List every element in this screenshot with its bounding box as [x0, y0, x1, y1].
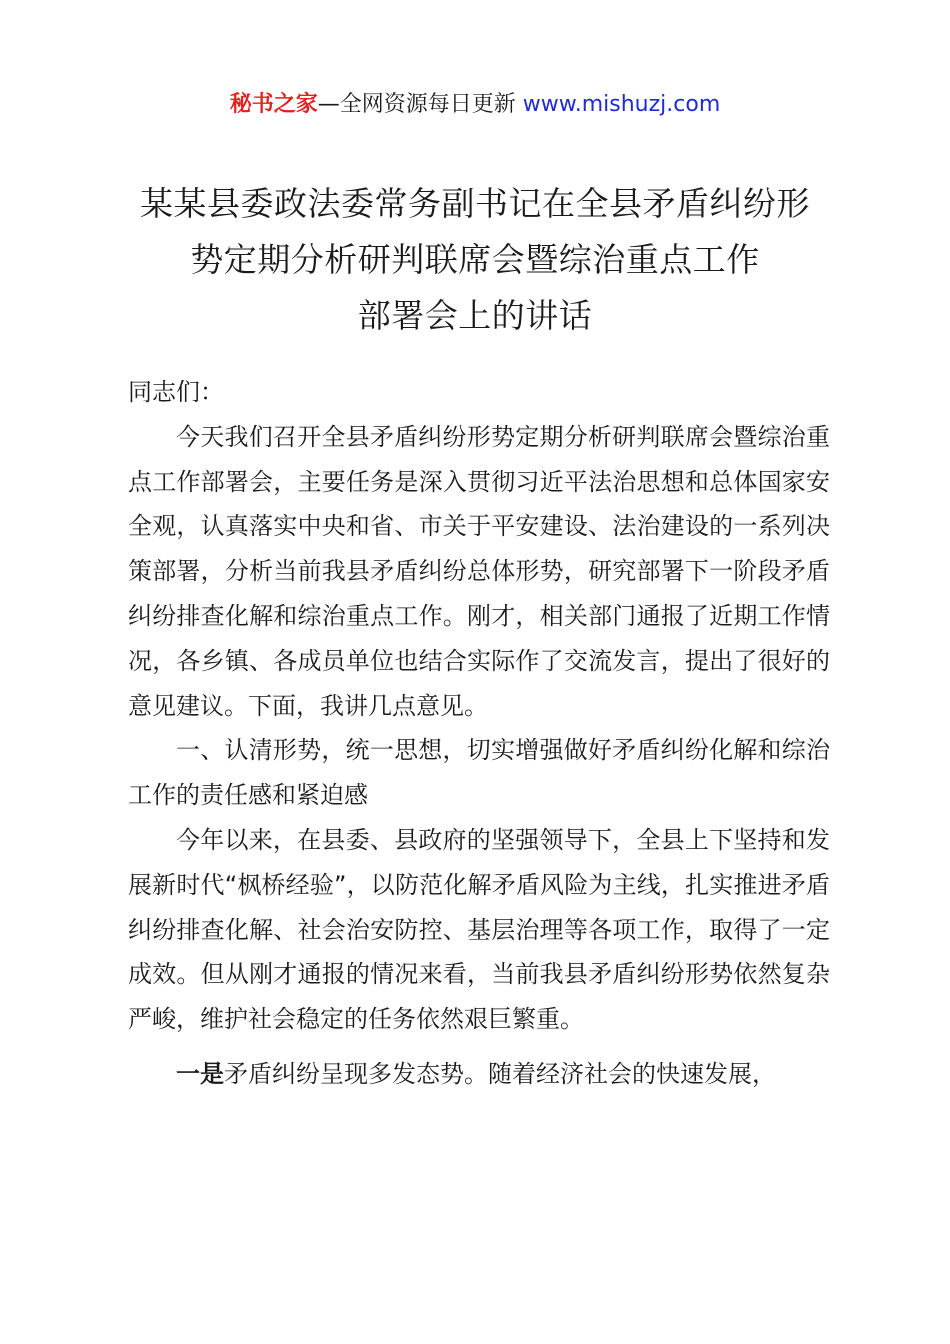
document-title	[100, 176, 850, 344]
site-tagline: —全网资源每日更新	[317, 92, 523, 117]
title-line-1: 某某县委政法委常务副书记在全县矛盾纠纷形	[140, 184, 810, 223]
paragraph-situation: 今年以来，在县委、县政府的坚强领导下，全县上下坚持和发展新时代“枫桥经验”，以防范化解矛盾风险为主线，扎实推进矛盾纠纷排查化解、社会治安防控、基层治理等各项工作，取得了一定成效。但从刚才通报的情况来看，当前我县矛盾纠纷形势依然复杂严峻，维护社会稳定的任务依然艰巨繁重。	[128, 825, 830, 1034]
section-heading-1: 一、认清形势，统一思想，切实增强做好矛盾纠纷化解和综治工作的责任感和紧迫感	[128, 736, 830, 810]
salutation: 同志们：	[128, 378, 224, 406]
paragraph-point-one	[128, 1052, 830, 1097]
point-one-lead: 一是	[176, 1059, 224, 1088]
site-header	[0, 88, 950, 122]
site-url-link[interactable]: www.mishuzj.com	[522, 92, 721, 117]
document-body	[128, 370, 830, 1097]
paragraph-intro: 今天我们召开全县矛盾纠纷形势定期分析研判联席会暨综治重点工作部署会，主要任务是深入贯彻习近平法治思想和总体国家安全观，认真落实中央和省、市关于平安建设、法治建设的一系列决策部署，分析当前我县矛盾纠纷总体形势，研究部署下一阶段矛盾纠纷排查化解和综治重点工作。刚才，相关部门通报了近期工作情况，各乡镇、各成员单位也结合实际作了交流发言，提出了很好的意见建议。下面，我讲几点意见。	[128, 422, 830, 720]
site-brand: 秘书之家	[229, 92, 318, 117]
point-one-text: 矛盾纠纷呈现多发态势。随着经济社会的快速发展，	[224, 1059, 776, 1088]
title-line-2: 势定期分析研判联席会暨综治重点工作	[190, 240, 760, 279]
title-line-3: 部署会上的讲话	[357, 296, 593, 335]
